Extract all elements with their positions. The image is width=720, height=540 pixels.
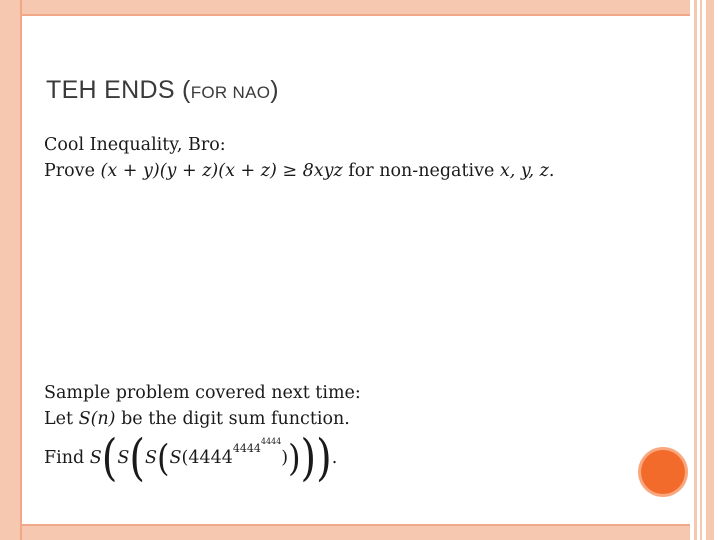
sample-problem-heading: Sample problem covered next time:	[44, 383, 361, 403]
inequality-block	[44, 132, 554, 184]
slide-border-right	[690, 0, 720, 540]
inequality-statement: Prove (x + y)(y + z)(x + z) ≥ 8xyz for non-negative x, y, z.	[44, 161, 555, 181]
slide-content	[22, 16, 688, 524]
decorative-circle	[641, 450, 685, 494]
inequality-heading: Cool Inequality, Bro:	[44, 135, 226, 155]
find-expression: Find S ( S ( S ( S ( 4444 4444 4444 ) ) ) ) .	[44, 429, 338, 487]
slide-border-top	[0, 0, 720, 16]
sample-problem-block	[44, 380, 361, 487]
slide-title: TEH ENDS (FOR NAO)	[46, 76, 279, 104]
digit-sum-definition: Let S(n) be the digit sum function.	[44, 409, 350, 429]
slide-border-left	[0, 0, 22, 540]
slide-border-bottom	[0, 524, 720, 540]
